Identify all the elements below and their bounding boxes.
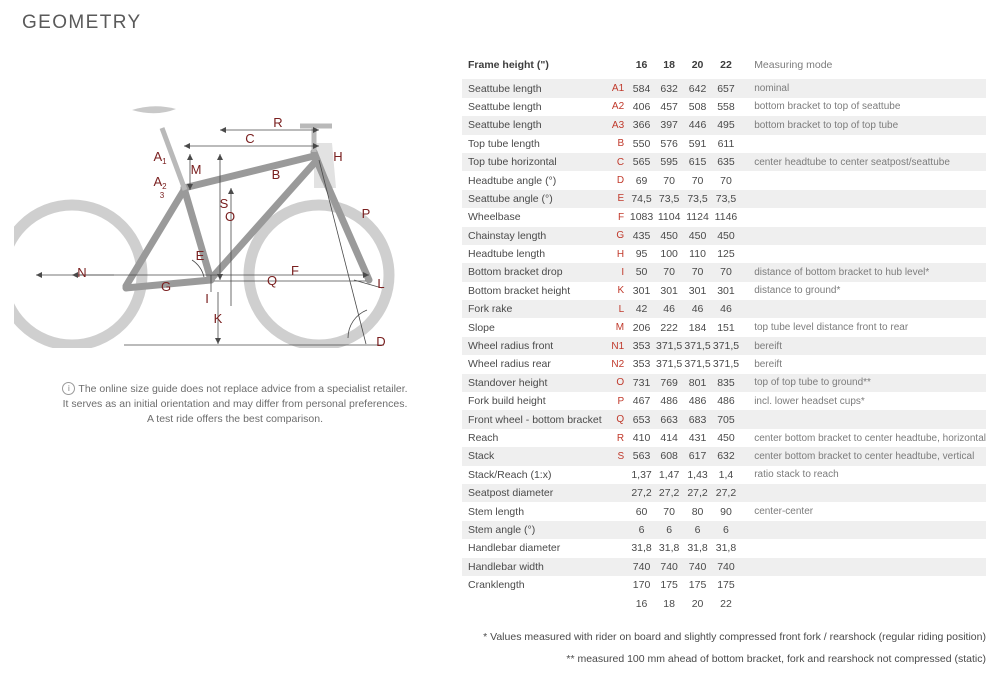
row-value: 50: [635, 266, 648, 279]
row-label: Handlebar diameter: [468, 542, 561, 555]
row-value: 175: [717, 579, 735, 592]
row-code: A3: [611, 119, 625, 131]
footer-spacer: [462, 594, 605, 612]
row-value: 769: [660, 376, 678, 389]
table-header: [462, 56, 986, 79]
row-code: L: [618, 303, 625, 315]
row-measuring-mode: [740, 208, 986, 226]
svg-text:C: C: [245, 131, 255, 146]
row-value: 70: [663, 266, 675, 279]
row-label: Headtube angle (°): [468, 174, 557, 187]
row-measuring-mode: distance of bottom bracket to hub level*: [754, 266, 930, 278]
info-icon: i: [62, 382, 75, 395]
row-code: [605, 558, 628, 576]
row-code: D: [616, 175, 625, 187]
row-value: 70: [720, 174, 732, 187]
row-value: 371,5: [684, 340, 711, 353]
row-label: Chainstay length: [468, 229, 547, 242]
row-value: 301: [688, 284, 707, 297]
row-value: 576: [660, 137, 678, 150]
row-code: P: [617, 395, 625, 407]
row-measuring-mode: [740, 227, 986, 245]
row-value: 683: [688, 413, 707, 426]
row-label: Stack: [468, 450, 495, 463]
row-value: 486: [688, 395, 707, 408]
row-value: 663: [660, 413, 678, 426]
row-measuring-mode: incl. lower headset cups*: [754, 395, 865, 407]
row-code: B: [617, 138, 625, 150]
row-label: Seatpost diameter: [468, 487, 554, 500]
row-value: 563: [632, 450, 651, 463]
row-value: 611: [717, 137, 735, 150]
row-value: 70: [691, 174, 704, 187]
row-value: 366: [632, 119, 651, 132]
row-value: 450: [717, 229, 735, 242]
row-value: 457: [660, 100, 678, 113]
row-label: Stack/Reach (1:x): [468, 468, 552, 481]
row-value: 632: [660, 82, 678, 95]
row-value: 31,8: [715, 542, 737, 555]
table-footer: [462, 594, 986, 612]
row-value: 73,5: [687, 192, 708, 205]
row-label: Seattube length: [468, 119, 542, 132]
row-value: 653: [632, 413, 651, 426]
row-value: 467: [632, 395, 651, 408]
row-value: 608: [660, 450, 678, 463]
row-measuring-mode: distance to ground*: [754, 285, 841, 297]
table-row: [462, 190, 986, 208]
row-value: 73,5: [715, 192, 737, 205]
row-value: 657: [717, 82, 735, 95]
footer-mode: [740, 594, 986, 612]
row-measuring-mode: bottom bracket to top of top tube: [754, 119, 899, 131]
header-code: [605, 56, 628, 79]
row-label: Top tube horizontal: [468, 156, 557, 169]
row-label: Fork build height: [468, 395, 546, 408]
row-value: 73,5: [658, 192, 680, 205]
row-value: 495: [717, 119, 735, 132]
row-label: Seattube angle (°): [468, 192, 553, 205]
row-value: 450: [717, 432, 735, 444]
row-code: H: [616, 248, 625, 260]
svg-text:G: G: [160, 279, 172, 294]
row-code: S: [617, 450, 625, 462]
footer-size-20: 20: [691, 597, 704, 610]
row-measuring-mode: [740, 576, 986, 594]
row-value: 70: [691, 266, 704, 279]
row-value: 705: [717, 413, 735, 426]
svg-text:E: E: [195, 248, 205, 263]
size-guide-note-text: The online size guide does not replace advice from a specialist retailer. It serves as an initial orientation and may differ from personal preferences. A test ride offers the best comparison.: [62, 383, 408, 425]
row-label: Wheel radius front: [468, 340, 554, 353]
row-value: 60: [635, 505, 648, 518]
row-value: 184: [688, 321, 707, 334]
row-code: M: [615, 322, 625, 334]
svg-text:R: R: [273, 115, 283, 130]
table-row: [462, 171, 986, 189]
svg-text:3: 3: [159, 191, 165, 200]
row-value: 595: [660, 156, 678, 169]
row-measuring-mode: bereift: [754, 358, 782, 370]
svg-text:D: D: [376, 334, 386, 348]
table-row: [462, 539, 986, 557]
bike-geometry-diagram: [14, 48, 444, 348]
row-value: 486: [717, 395, 735, 408]
svg-text:N: N: [77, 265, 87, 280]
row-value: 70: [720, 266, 732, 279]
row-value: 110: [689, 248, 706, 261]
row-code: [605, 502, 628, 520]
table-row: [462, 374, 986, 392]
row-label: Front wheel - bottom bracket: [468, 413, 602, 426]
row-measuring-mode: top tube level distance front to rear: [754, 322, 909, 334]
footnotes: [462, 631, 986, 675]
row-label: Headtube length: [468, 248, 546, 261]
row-value: 222: [660, 321, 678, 334]
row-value: 42: [635, 303, 648, 316]
row-value: 1104: [657, 211, 681, 224]
table-header-row: [462, 56, 986, 79]
row-code: O: [616, 377, 625, 389]
row-code: A1: [611, 83, 625, 95]
svg-text:K: K: [213, 311, 223, 326]
row-value: 740: [717, 560, 735, 573]
row-code: E: [617, 193, 625, 205]
svg-text:I: I: [205, 291, 209, 306]
footer-size-16: 16: [635, 597, 648, 610]
row-value: 740: [632, 560, 651, 573]
table-row: [462, 135, 986, 153]
row-code: F: [618, 211, 625, 223]
table-row: [462, 98, 986, 116]
row-value: 446: [688, 119, 707, 132]
row-measuring-mode: [740, 300, 986, 318]
row-value: 1124: [686, 211, 709, 224]
row-value: 74,5: [631, 192, 652, 205]
row-measuring-mode: [740, 135, 986, 153]
svg-text:P: P: [361, 206, 371, 221]
row-value: 95: [635, 248, 648, 261]
row-label: Seattube length: [468, 82, 542, 95]
row-code: C: [616, 156, 625, 168]
header-size-16: 16: [635, 59, 648, 72]
row-measuring-mode: [740, 539, 986, 557]
footer-size-22: 22: [720, 597, 732, 610]
table-footer-row: [462, 594, 986, 612]
table-row: [462, 410, 986, 428]
row-value: 6: [638, 523, 645, 536]
row-value: 70: [663, 174, 675, 187]
page-title: GEOMETRY: [22, 12, 142, 33]
row-value: 31,8: [658, 542, 680, 555]
row-value: 170: [632, 579, 651, 592]
table-row: [462, 484, 986, 502]
row-value: 175: [660, 579, 678, 592]
svg-text:A2: $A_2$: [153, 174, 167, 191]
table-row: [462, 227, 986, 245]
row-measuring-mode: [740, 190, 986, 208]
row-value: 31,8: [631, 542, 652, 555]
row-value: 27,2: [631, 487, 652, 500]
svg-text:F: F: [291, 263, 299, 278]
row-value: 1,47: [658, 468, 680, 481]
row-measuring-mode: center bottom bracket to center headtube, horizontal: [754, 432, 986, 444]
row-label: Bottom bracket drop: [468, 266, 563, 279]
table-row: [462, 300, 986, 318]
row-measuring-mode: [740, 521, 986, 539]
row-value: 617: [688, 450, 707, 463]
row-measuring-mode: [740, 410, 986, 428]
row-value: 1,4: [718, 468, 734, 481]
row-label: Reach: [468, 432, 499, 444]
size-guide-note: [60, 382, 410, 427]
row-code: R: [616, 432, 625, 444]
table-row: [462, 521, 986, 539]
row-value: 371,5: [712, 340, 740, 353]
row-value: 1,43: [687, 468, 708, 481]
table-row: [462, 447, 986, 465]
row-value: 414: [660, 432, 678, 444]
row-value: 632: [717, 450, 735, 463]
row-code: I: [621, 266, 625, 278]
row-value: 731: [632, 376, 651, 389]
table-row: [462, 355, 986, 373]
row-value: 642: [688, 82, 707, 95]
footer-size-18: 18: [663, 597, 675, 610]
row-value: 6: [694, 523, 701, 536]
row-label: Wheelbase: [468, 211, 521, 224]
row-label: Stem angle (°): [468, 523, 536, 536]
row-value: 565: [632, 156, 651, 169]
row-value: 1146: [714, 211, 738, 224]
row-value: 125: [717, 248, 735, 261]
row-measuring-mode: [740, 245, 986, 263]
geometry-table: [462, 56, 986, 613]
row-value: 450: [688, 229, 707, 242]
row-value: 353: [632, 358, 651, 371]
row-value: 371,5: [656, 340, 683, 353]
row-value: 371,5: [712, 358, 740, 371]
row-value: 550: [632, 137, 651, 150]
row-value: 90: [720, 505, 732, 518]
row-label: Seattube length: [468, 100, 542, 113]
row-value: 69: [635, 174, 648, 187]
row-code: [605, 576, 628, 594]
table-row: [462, 282, 986, 300]
row-value: 6: [666, 523, 673, 536]
row-code: Q: [616, 414, 625, 426]
table-row: [462, 116, 986, 134]
row-value: 301: [660, 284, 678, 297]
row-value: 151: [717, 321, 735, 334]
row-measuring-mode: center-center: [754, 506, 814, 518]
table-row: [462, 337, 986, 355]
table-row: [462, 263, 986, 281]
row-value: 615: [688, 156, 707, 169]
row-measuring-mode: top of top tube to ground**: [754, 377, 871, 389]
svg-text:A1: $A_1$: [153, 149, 167, 166]
row-value: 80: [691, 505, 704, 518]
row-label: Standover height: [468, 376, 548, 389]
geometry-table-panel: [462, 56, 986, 613]
table-row: [462, 576, 986, 594]
row-measuring-mode: [740, 558, 986, 576]
row-label: Stem length: [468, 505, 525, 518]
svg-text:H: H: [333, 149, 343, 164]
row-measuring-mode: center bottom bracket to center headtube, vertical: [754, 450, 975, 462]
row-value: 1,37: [631, 468, 652, 481]
row-value: 301: [717, 284, 735, 297]
row-code: N1: [611, 340, 625, 352]
row-value: 46: [691, 303, 704, 316]
table-body: [462, 79, 986, 594]
svg-text:Q: Q: [266, 273, 278, 288]
table-row: [462, 153, 986, 171]
row-value: 431: [688, 432, 707, 444]
svg-text:B: B: [271, 167, 281, 182]
row-label: Wheel radius rear: [468, 358, 551, 371]
svg-text:M: M: [190, 162, 202, 177]
row-value: 27,2: [658, 487, 680, 500]
row-value: 371,5: [656, 358, 683, 371]
row-value: 353: [632, 340, 651, 353]
row-measuring-mode: center headtube to center seatpost/seattube: [754, 156, 950, 168]
header-measuring-mode: Measuring mode: [754, 59, 833, 72]
row-value: 206: [632, 321, 651, 334]
row-value: 301: [632, 284, 651, 297]
row-code: N2: [611, 358, 625, 370]
row-value: 450: [660, 229, 678, 242]
row-measuring-mode: [740, 171, 986, 189]
table-row: [462, 318, 986, 336]
row-value: 508: [688, 100, 707, 113]
row-value: 740: [660, 560, 678, 573]
row-label: Fork rake: [468, 303, 513, 316]
row-label: Cranklength: [468, 579, 525, 592]
row-value: 486: [660, 395, 678, 408]
row-value: 406: [632, 100, 651, 113]
table-row: [462, 429, 986, 447]
row-value: 397: [660, 119, 678, 132]
table-row: [462, 558, 986, 576]
row-value: 410: [632, 432, 651, 444]
row-measuring-mode: [740, 484, 986, 502]
footer-code: [605, 594, 628, 612]
table-row: [462, 245, 986, 263]
row-label: Handlebar width: [468, 560, 544, 573]
svg-text:L: L: [377, 276, 385, 291]
footnote-1: * Values measured with rider on board and slightly compressed front fork / rearshock (regular riding position): [483, 631, 986, 643]
row-label: Bottom bracket height: [468, 284, 571, 297]
row-code: [605, 484, 628, 502]
header-frame-height: Frame height ("): [468, 59, 549, 72]
row-value: 27,2: [715, 487, 737, 500]
row-value: 558: [717, 100, 735, 113]
row-value: 27,2: [687, 487, 708, 500]
row-value: 70: [663, 505, 675, 518]
row-value: 584: [632, 82, 651, 95]
row-code: A2: [611, 101, 625, 113]
row-code: [605, 521, 628, 539]
row-code: [605, 539, 628, 557]
row-value: 6: [723, 523, 729, 536]
row-measuring-mode: nominal: [754, 83, 790, 95]
row-value: 591: [688, 137, 707, 150]
table-row: [462, 466, 986, 484]
header-size-22: 22: [720, 59, 732, 72]
header-size-20: 20: [691, 59, 704, 72]
row-code: K: [617, 285, 625, 297]
row-value: 635: [717, 156, 735, 169]
row-value: 740: [688, 560, 707, 573]
row-value: 46: [663, 303, 675, 316]
table-row: [462, 502, 986, 520]
row-label: Slope: [468, 321, 495, 334]
row-value: 31,8: [687, 542, 708, 555]
svg-text:S: S: [219, 196, 229, 211]
row-value: 371,5: [684, 358, 711, 371]
row-measuring-mode: ratio stack to reach: [754, 469, 839, 481]
table-row: [462, 392, 986, 410]
row-value: 835: [717, 376, 735, 389]
row-value: 100: [660, 248, 678, 261]
row-value: 1083: [629, 211, 654, 224]
row-label: Top tube length: [468, 137, 540, 150]
table-row: [462, 208, 986, 226]
row-value: 46: [720, 303, 732, 316]
table-row: [462, 79, 986, 97]
row-measuring-mode: bereift: [754, 340, 782, 352]
row-value: 435: [632, 229, 651, 242]
row-code: [605, 466, 628, 484]
header-size-18: 18: [663, 59, 675, 72]
row-value: 801: [688, 376, 707, 389]
footnote-2: ** measured 100 mm ahead of bottom bracket, fork and rearshock not compressed (static): [566, 653, 986, 665]
svg-text:O: O: [224, 209, 236, 224]
row-code: G: [616, 230, 625, 242]
row-value: 175: [688, 579, 707, 592]
row-measuring-mode: bottom bracket to top of seattube: [754, 101, 901, 113]
